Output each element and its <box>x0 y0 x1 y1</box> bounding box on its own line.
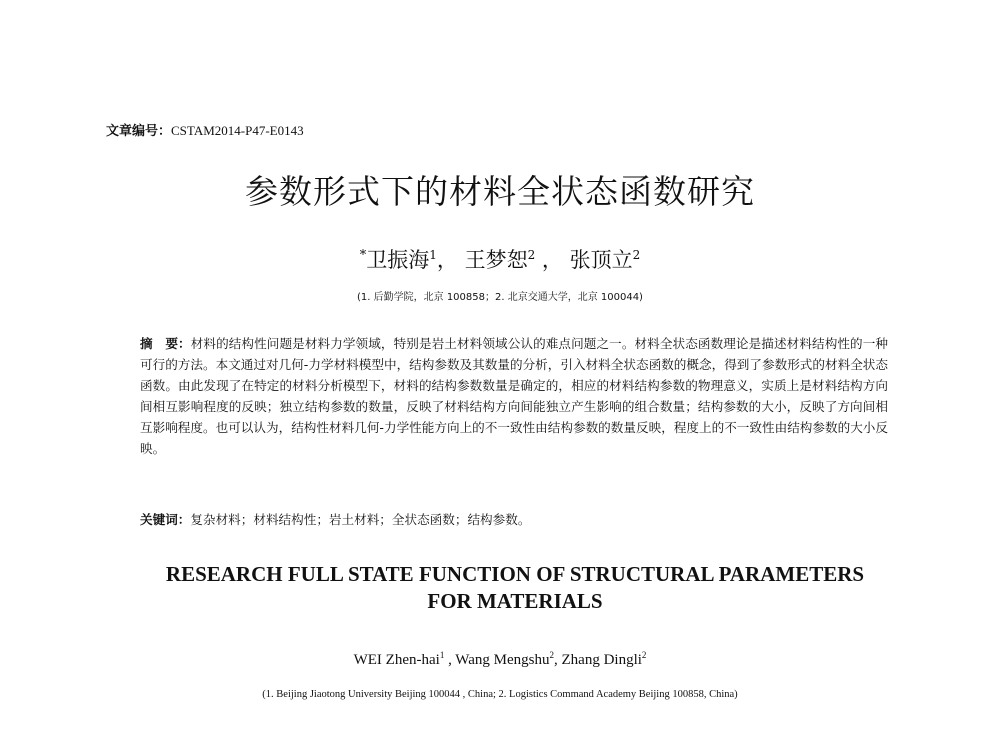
author-affiliation-mark: 2 <box>632 248 641 262</box>
chinese-title: 参数形式下的材料全状态函数研究 <box>245 172 755 211</box>
english-authors <box>0 650 1000 669</box>
author-affiliation-mark: 1 <box>429 248 437 262</box>
author-name: 王梦恕 <box>464 248 528 272</box>
author-separator: ， <box>436 248 458 272</box>
article-number <box>106 120 304 139</box>
english-title-line-1: RESEARCH FULL STATE FUNCTION OF STRUCTURAL PARAMETERS <box>165 562 865 586</box>
keywords-text: 复杂材料；材料结构性；岩土材料；全状态函数；结构参数。 <box>190 512 531 527</box>
author-name: Zhang Dingli <box>561 652 642 668</box>
author-affiliation-mark: 2 <box>527 248 536 262</box>
chinese-abstract <box>140 333 888 460</box>
author-affiliation-mark: 1 <box>439 650 445 660</box>
english-affiliation: (1. Beijing Jiaotong University Beijing 100044 , China; 2. Logistics Command Academy Beijing 100858, China) <box>262 689 738 700</box>
author-separator: , <box>444 652 456 668</box>
author-name: Wang Mengshu <box>455 652 550 668</box>
english-title <box>60 561 970 615</box>
abstract-text: 材料的结构性问题是材料力学领域，特别是岩土材料领域公认的难点问题之一。材料全状态函数理论是描述材料结构性的一种可行的方法。本文通过对几何-力学材料模型中，结构参数及其数量的分析，引入材料全状态函数的概念，得到了参数形式的材料全状态函数。由此发现了在特定的材料分析模型下，材料的结构参数数量是确定的，相应的材料结构参数的物理意义，实质上是材料结构方向间相互影响程度的反映；独立结构参数的数量，反映了材料结构方向间能独立产生影响的组合数量；结构参数的大小，反映了方向间相互影响程度。也可以认为，结构性材料几何-力学性能方向上的不一致性由结构参数的数量反映，程度上的不一致性由结构参数的大小反映。 <box>140 336 889 457</box>
author-name: WEI Zhen-hai <box>353 652 440 668</box>
abstract-label: 摘 要： <box>140 336 191 351</box>
author-name: 卫振海 <box>366 248 430 272</box>
article-number-label: 文章编号： <box>106 124 172 139</box>
author-corresponding-mark: * <box>359 248 367 263</box>
author-affiliation-mark: 2 <box>641 650 647 660</box>
chinese-authors <box>0 244 1000 274</box>
author-separator: ， <box>535 248 563 272</box>
keywords-label: 关键词： <box>140 512 191 527</box>
author-affiliation-mark: 2 <box>549 650 554 660</box>
chinese-keywords <box>140 509 888 528</box>
article-number-value: CSTAM2014-P47-E0143 <box>171 123 304 138</box>
author-separator: , <box>554 652 562 668</box>
english-title-line-2: FOR MATERIALS <box>427 589 603 613</box>
chinese-affiliation: (1. 后勤学院，北京 100858；2. 北京交通大学，北京 100044) <box>357 292 643 303</box>
author-name: 张顶立 <box>569 248 633 272</box>
